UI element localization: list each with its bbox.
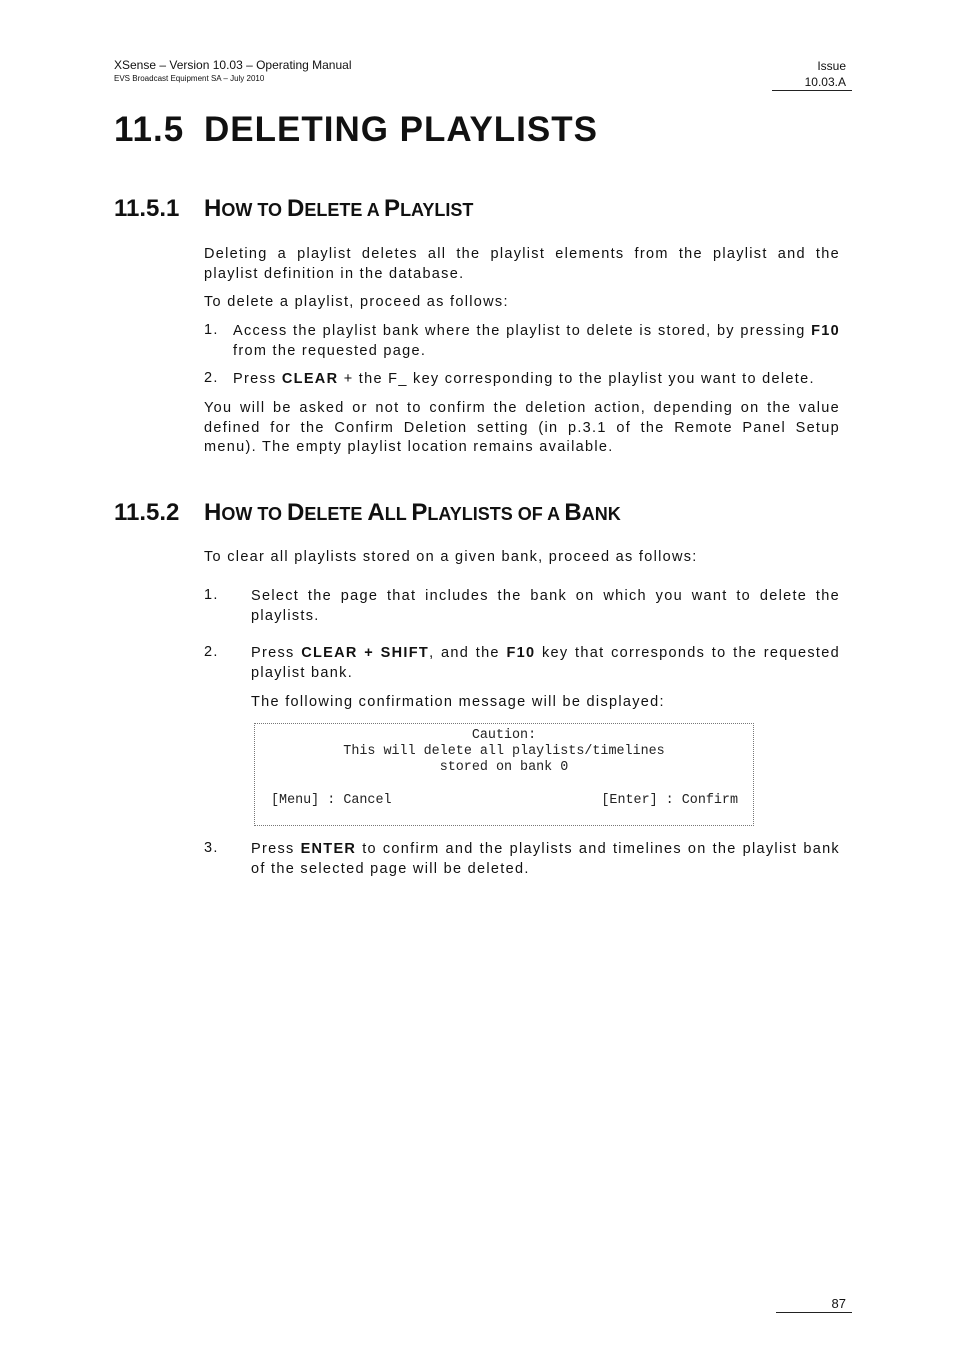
key-f10: F10 — [506, 645, 536, 661]
message-cancel-option: [Menu] : Cancel — [271, 793, 392, 808]
section1-proceed: To delete a playlist, proceed as follows: — [204, 294, 509, 310]
key-clear: CLEAR — [281, 371, 339, 387]
section-number: 11.5.1 — [114, 195, 180, 222]
section1-note: You will be asked or not to confirm the deletion action, depending on the value defined for the Confirm Deletion setting (in p.3.1 of the Remote Panel Setup menu). The empty playlist location remains available. — [204, 400, 840, 455]
section1-intro: Deleting a playlist deletes all the playlist elements from the playlist and the playlist definition in the database. — [204, 246, 840, 282]
confirm-intro: The following confirmation message will be displayed: — [251, 694, 665, 710]
message-line: stored on bank 0 — [439, 760, 569, 775]
key-clear-shift: CLEAR + SHIFT — [301, 645, 430, 661]
section-number: 11.5.2 — [114, 499, 180, 526]
step-number: 2. — [204, 370, 219, 386]
page-number: 87 — [776, 1296, 852, 1313]
section1-step2: Press CLEAR + the F_ key corresponding to the playlist you want to delete. — [233, 371, 815, 387]
chapter-heading — [114, 110, 598, 150]
document-publisher: EVS Broadcast Equipment SA – July 2010 — [114, 74, 265, 83]
step-number: 1. — [204, 587, 219, 603]
chapter-title: DELETING PLAYLISTS — [204, 110, 598, 149]
key-f10: F10 — [811, 323, 840, 339]
message-confirm-option: [Enter] : Confirm — [601, 793, 738, 808]
section-heading-1: 11.5.1 HOW TO DELETE A PLAYLIST — [114, 195, 474, 222]
chapter-number: 11.5 — [114, 110, 185, 149]
step-number: 3. — [204, 840, 219, 856]
section2-step3: Press ENTER to confirm and the playlists and timelines on the playlist bank of the selected page will be deleted. — [251, 841, 840, 877]
section2-step2: Press CLEAR + SHIFT, and the F10 key that corresponds to the requested playlist bank. — [251, 645, 840, 681]
issue-value: 10.03.A — [772, 75, 852, 91]
step-number: 2. — [204, 644, 219, 660]
step-number: 1. — [204, 322, 219, 338]
document-title: XSense – Version 10.03 – Operating Manual — [114, 58, 352, 72]
section1-step1: Access the playlist bank where the playlist to delete is stored, by pressing F10 from the requested page. — [233, 323, 840, 359]
confirmation-message-box — [254, 723, 754, 826]
section-heading-2: 11.5.2 HOW TO DELETE ALL PLAYLISTS OF A BANK — [114, 499, 621, 526]
message-caution: Caution: — [471, 728, 537, 743]
key-enter: ENTER — [300, 841, 357, 857]
section2-step1: Select the page that includes the bank on which you want to delete the playlists. — [251, 588, 840, 624]
message-line: This will delete all playlists/timelines — [343, 744, 665, 759]
section2-intro: To clear all playlists stored on a given bank, proceed as follows: — [204, 549, 698, 565]
issue-label: Issue — [817, 59, 846, 73]
